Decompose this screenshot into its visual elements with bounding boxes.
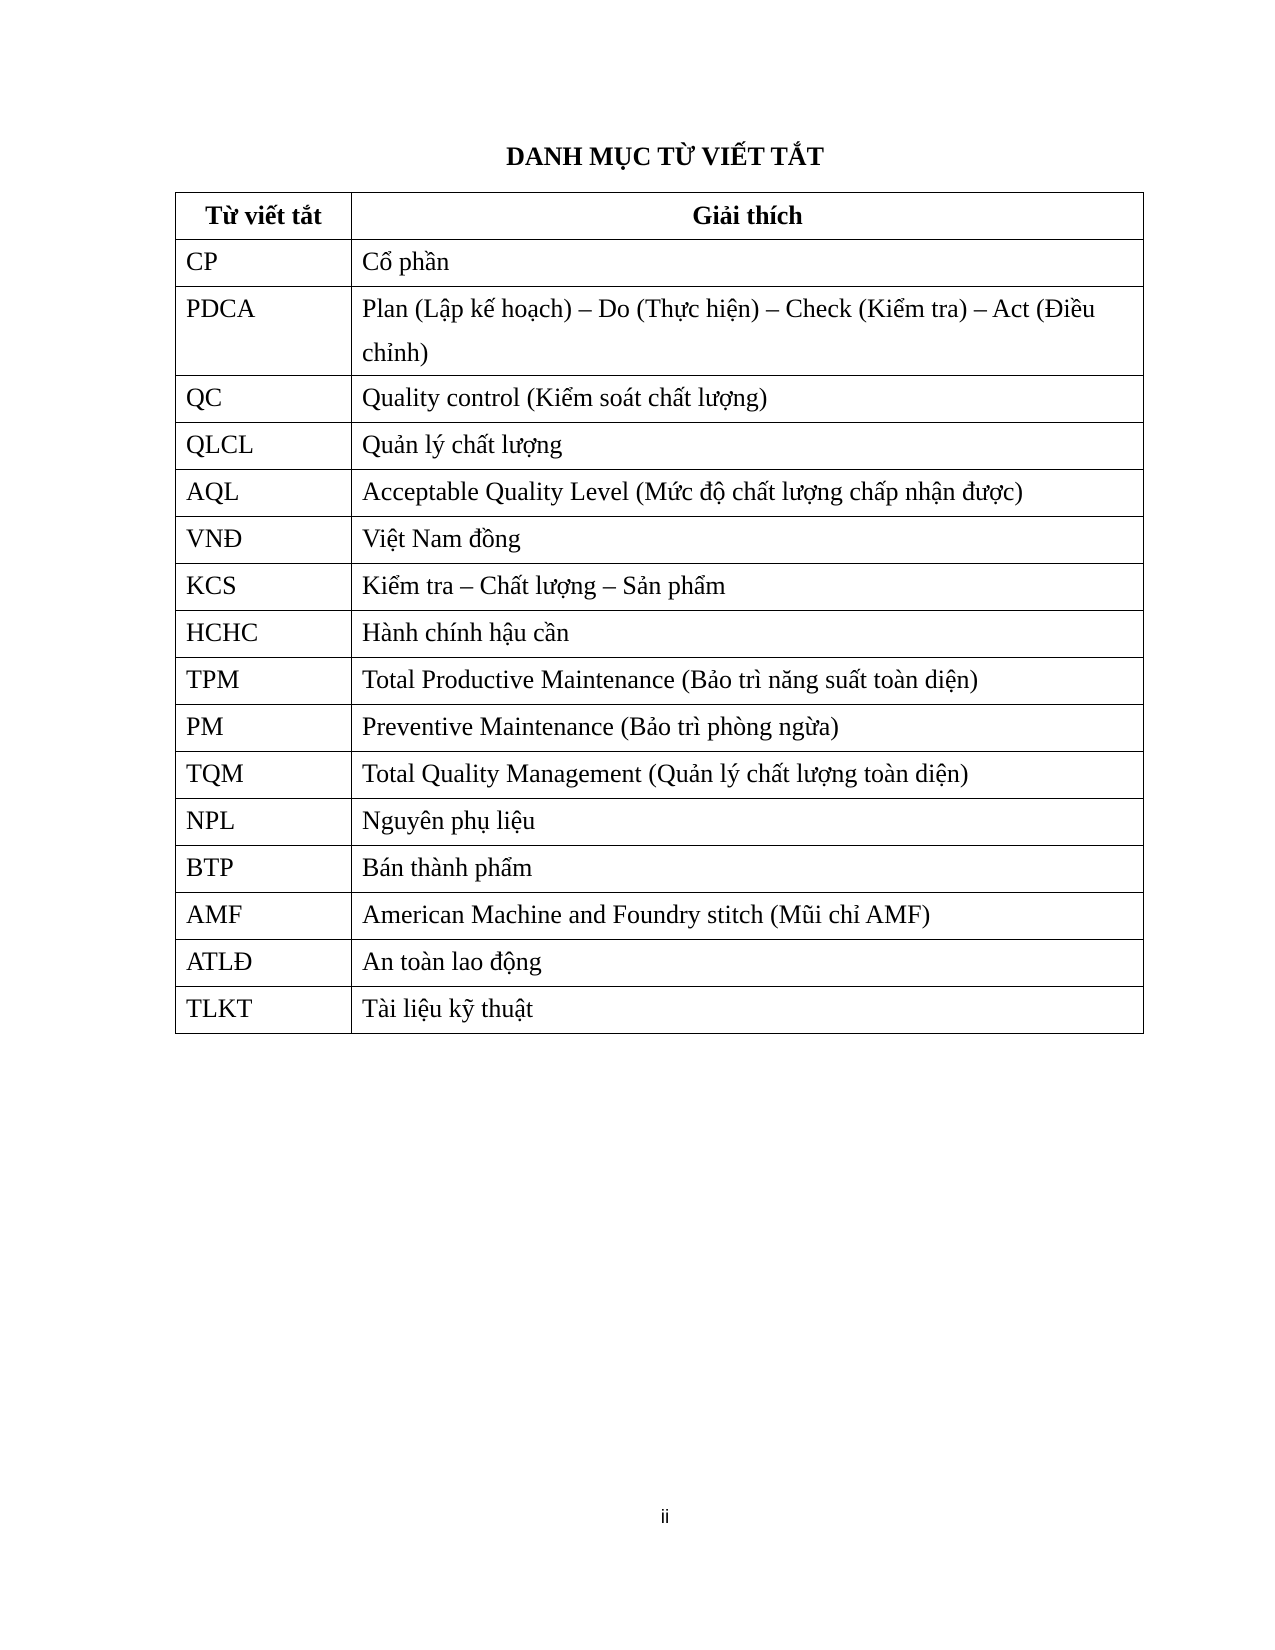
explanation-cell: Hành chính hậu cần — [352, 611, 1144, 658]
abbreviation-cell: QLCL — [176, 423, 352, 470]
abbreviation-cell: AMF — [176, 893, 352, 940]
abbreviation-table — [175, 192, 1144, 1034]
abbreviation-cell: NPL — [176, 799, 352, 846]
page-title: DANH MỤC TỪ VIẾT TẮT — [506, 142, 824, 171]
explanation-cell: Total Productive Maintenance (Bảo trì năng suất toàn diện) — [352, 658, 1144, 705]
table-row — [176, 240, 1144, 287]
abbreviation-cell: AQL — [176, 470, 352, 517]
explanation-cell: Plan (Lập kế hoạch) – Do (Thực hiện) – Check (Kiểm tra) – Act (Điều chỉnh) — [352, 287, 1144, 376]
abbreviation-cell: TPM — [176, 658, 352, 705]
table-row — [176, 893, 1144, 940]
table-row — [176, 470, 1144, 517]
explanation-cell: Cổ phần — [352, 240, 1144, 287]
page-number: ii — [660, 1507, 670, 1528]
column-header-term: Từ viết tắt — [176, 193, 352, 240]
table-row — [176, 287, 1144, 376]
table-row — [176, 517, 1144, 564]
table-row — [176, 376, 1144, 423]
abbreviation-cell: CP — [176, 240, 352, 287]
table-row — [176, 564, 1144, 611]
table-row — [176, 752, 1144, 799]
explanation-cell: Quality control (Kiểm soát chất lượng) — [352, 376, 1144, 423]
table-row — [176, 987, 1144, 1034]
explanation-cell: Việt Nam đồng — [352, 517, 1144, 564]
abbreviation-cell: HCHC — [176, 611, 352, 658]
table-body — [176, 240, 1144, 1034]
table-row — [176, 846, 1144, 893]
table-header-row — [176, 193, 1144, 240]
abbreviation-cell: VNĐ — [176, 517, 352, 564]
abbreviation-cell: PDCA — [176, 287, 352, 376]
abbreviation-cell: BTP — [176, 846, 352, 893]
abbreviation-cell: TLKT — [176, 987, 352, 1034]
column-header-description: Giải thích — [352, 193, 1144, 240]
abbreviation-cell: PM — [176, 705, 352, 752]
table-row — [176, 658, 1144, 705]
table-row — [176, 611, 1144, 658]
abbreviation-cell: TQM — [176, 752, 352, 799]
explanation-cell: American Machine and Foundry stitch (Mũi chỉ AMF) — [352, 893, 1144, 940]
explanation-cell: Tài liệu kỹ thuật — [352, 987, 1144, 1034]
explanation-cell: Preventive Maintenance (Bảo trì phòng ngừa) — [352, 705, 1144, 752]
table-row — [176, 423, 1144, 470]
abbreviation-cell: ATLĐ — [176, 940, 352, 987]
abbreviation-cell: KCS — [176, 564, 352, 611]
abbreviation-cell: QC — [176, 376, 352, 423]
explanation-cell: An toàn lao động — [352, 940, 1144, 987]
explanation-cell: Bán thành phẩm — [352, 846, 1144, 893]
table-row — [176, 799, 1144, 846]
table-row — [176, 705, 1144, 752]
explanation-cell: Total Quality Management (Quản lý chất lượng toàn diện) — [352, 752, 1144, 799]
explanation-cell: Quản lý chất lượng — [352, 423, 1144, 470]
explanation-cell: Kiểm tra – Chất lượng – Sản phẩm — [352, 564, 1144, 611]
explanation-cell: Nguyên phụ liệu — [352, 799, 1144, 846]
table-row — [176, 940, 1144, 987]
explanation-cell: Acceptable Quality Level (Mức độ chất lượng chấp nhận được) — [352, 470, 1144, 517]
